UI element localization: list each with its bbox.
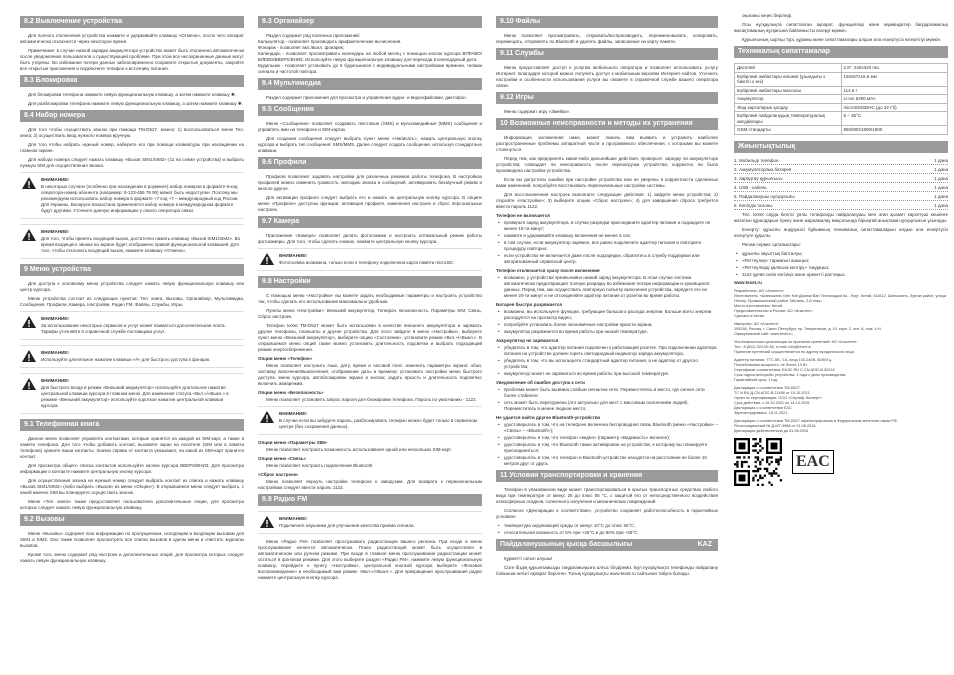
bullet-item: • аккумулятор может не заряжаться во время работы при высокой температуре. xyxy=(496,371,718,377)
kit-item-qty: 1 дана xyxy=(934,157,948,163)
bullet-item: • температура окружающей среды от минус 10°С до плюс 55°С; xyxy=(496,523,718,529)
warning-title: ВНИМАНИЕ! xyxy=(279,516,307,521)
paragraph: Пункты меню «Настройки»: Внешний аккумулятор, Телефон, Безопасность, Параметры SIM, Связь, Сброс настроек. xyxy=(258,308,482,319)
marks-row xyxy=(734,438,948,486)
warning-box xyxy=(258,248,482,271)
spec-row xyxy=(735,72,948,86)
warning-text: Для быстрого входа в режим «Внешний аккумулятор» используйте длительное нажатие центральной клавиши курсора в главном меню. Для изменения статуса «Вкл.»/«Выкл.» в режиме «Внешний аккумулятор» используйте короткое нажатие центральной клавиши курсора. xyxy=(41,385,229,408)
manufacturer-info: Разработано: АО «Алкотел» Изготовитель: «Шэньчжэнь Хэнг Кэн Дианзи Ван Технолоджи Ко., Лтд», Китай, 518112, Шэньчжэнь, Лунган район, улица Нэнгоу, Промышленный район Тайлинь, 2-й этаж. Место изготовления: Китай. Представительство в России: АО «Алкотел». Сделано в Китае. xyxy=(734,288,946,318)
spec-value: 114,5 г xyxy=(841,86,948,95)
bullet-item: • удостоверьтесь в том, что на телефоне включена беспроводная связь Bluetooth (меню «Настройки» – «Связь» – «Bluetooth»); xyxy=(496,422,718,434)
warning-icon xyxy=(260,411,274,423)
warning-icon xyxy=(22,316,36,328)
spec-value: 850/900/1800/1900 xyxy=(841,126,948,135)
warning-title: ВНИМАНИЕ! xyxy=(41,378,69,383)
warning-text: Фотосъемка возможна, только если к телефону подключена карта памяти microSD. xyxy=(279,260,454,265)
paragraph: Құрметті сатып алушы! xyxy=(504,556,553,561)
kit-item-qty: 1 дана xyxy=(934,202,948,208)
warning-title: ВНИМАНИЕ! xyxy=(41,177,69,182)
language-code: KAZ xyxy=(697,541,712,548)
kit-item-qty: 1 дана xyxy=(934,175,948,181)
warning-title: ВНИМАНИЕ! xyxy=(279,411,307,416)
warning-text: В случае если вы забудете пароль, разблокировать телефон можно будет только в сервисном центре (без сохранения данных). xyxy=(279,418,477,429)
paragraph: Раздел содержит приложения для просмотра и управления аудио- и видеофайлами, диктофон. xyxy=(266,95,467,100)
spec-label: Аккумулятор xyxy=(735,95,842,104)
subheading: Аккумулятор не заряжается xyxy=(496,338,559,343)
warning-title: ВНИМАНИЕ! xyxy=(279,253,307,258)
spec-row xyxy=(735,86,948,95)
paragraph: Данное меню позволяет управлять контактами, которые хранятся на каждой из SIM-карт, а также в памяти телефона. Для того чтобы добавить контакт, вызовите экран на носителе (SIM или в памяти телефона) храните ваши контакты. Значки справа от контакта указывают, на какой из SIM-карт хранится контакт. xyxy=(20,436,244,459)
warning-text: В некоторых случаях (особенно при нахождении в роуминге) набор номеров в формате 8-код оператора-номер абонента (например: 8-123-456 78 90) может быть недоступен. Поэтому мы рекомендуем использовать набор номера в формате +7 код +7 – международный код России. Для Украины, Беларуси Казахстана применяется набор номера в международном формате будут другими. Уточните данную информацию у своего оператора связи. xyxy=(41,184,239,213)
spec-row xyxy=(735,64,948,73)
warning-box xyxy=(20,224,244,259)
paragraph: Меню устройства состоит из следующих пунктов: Тел. книга, Вызовы, Органайзер, Мультимедиа, Сообщения, Профили, Камера, Настройки, Радио FM, Файлы, Службы, Игры. xyxy=(20,296,244,307)
specs-table xyxy=(734,63,948,135)
section-heading: 9.1 Телефонная книга xyxy=(20,419,244,431)
kit-item xyxy=(734,158,948,165)
kit-item-label: 2. Аккумуляторлық батарея xyxy=(734,166,792,172)
bullet-item: • убедитесь в том, что адаптер питания подключен к работающей розетке. При подключении адаптера питания на устройстве должен гореть светодиодный индикатор заряда аккумулятора; xyxy=(496,345,718,357)
paragraph: С помощью меню «Настройки» вы можете задать необходимые параметры и настроить устройство так, чтобы сделать его использование максимально удобным. xyxy=(258,293,482,304)
section-heading-kazakh xyxy=(496,539,718,551)
section-heading: 9 Меню устройства xyxy=(20,264,244,276)
kit-list xyxy=(734,158,948,210)
warning-box xyxy=(20,311,244,340)
section-heading: 9.9 Радио FM xyxy=(258,494,482,506)
section-heading: 9.10 Файлы xyxy=(496,16,718,28)
warning-box xyxy=(20,172,244,219)
kit-item xyxy=(734,203,948,210)
bullet-item: • убедитесь в том, что вы используете стандартный адаптер питания, а не адаптер от другого устройства; xyxy=(496,358,718,370)
paragraph: Для просмотра общего списка контактов используйте кнопки курсора ВВЕРХ/ВНИЗ. Для просмотра информации о контакте нажмите центральную кнопку курсора. xyxy=(20,463,244,474)
kit-item xyxy=(734,167,948,174)
subheading: Уведомление об ошибке доступа к сети xyxy=(496,380,585,385)
spec-row xyxy=(735,112,948,126)
bullet-item: • нажмите и удерживайте клавишу включения не менее 5 сек; xyxy=(496,233,718,239)
kit-item-label: 1. Мобильді телефон xyxy=(734,157,779,163)
spec-label: Дисплей xyxy=(735,64,842,73)
warning-icon xyxy=(22,378,36,390)
spec-row xyxy=(735,95,948,104)
warning-text: Используйте длительное нажатие клавиши «#» для быстрого доступа к фонарю. xyxy=(41,357,211,362)
kit-item xyxy=(734,194,948,201)
subheading: Батарея быстро разряжается xyxy=(496,302,562,307)
spec-value: 5 – 35°С xyxy=(841,112,948,126)
subheading: Не удается найти другое Bluetooth-устройство xyxy=(496,415,601,420)
spec-value: 2.8", 240x320 пкс. xyxy=(841,64,948,73)
website-link[interactable]: www.texet.ru xyxy=(734,279,762,285)
warning-title: ВНИМАНИЕ! xyxy=(41,229,69,234)
section-heading: 11 Условия транспортировки и хранения xyxy=(496,470,718,482)
paragraph: Согласно «Декларации о соответствии», устройство сохраняет работоспособность в гарантийных условиях: xyxy=(496,508,718,519)
kit-item xyxy=(734,185,948,192)
paragraph: Для восстановления настроек выполните следующие действия: 1) зайдите меню устройства; 2) откройте «Настройки»; 3) выберите опцию «Сброс настроек»; 4) для завершения сброса требуется ввести пароль 1122. xyxy=(496,192,718,209)
paragraph: Для блокировки телефона нажмите левую функциональную клавишу, а затем нажмите клавишу ✱. xyxy=(28,92,236,97)
subheading: Опции меню «Связь» xyxy=(258,456,307,461)
kit-item-label: 3. Зарядтау құрылғысы xyxy=(734,175,783,181)
spec-value: 150х57х16,6 мм xyxy=(841,72,948,86)
section-heading: 9.11 Службы xyxy=(496,48,718,60)
declaration-info: Декларация о соответствии ТМ-D527 зарегистрирована в Федеральном агентстве связи РФ. Регистрационный № Д-МТ-9988 от 31.08.2016. Декларация действительна до 31.08.2026 xyxy=(734,418,898,433)
bullet-item: • «Реттеулерді қалпына келтіру» таңдаңыз; xyxy=(734,265,948,271)
bullet-item: • относительная влажность от 5% при +25°С и до 80% при +25°С. xyxy=(496,530,718,536)
paragraph: Приложение «Камера» позволяет делать фотоснимки и настроить оптимальный режим работы фотокамеры. Для того, чтобы сделать снимок, нажмите центральную кнопку курсора. xyxy=(258,233,482,244)
bullet-item: • возможно, вы используете функции, требующие большого расхода энергии. Больше всего энергии расходуется на просмотр видео; xyxy=(496,309,718,321)
column-3 xyxy=(496,13,718,580)
section-heading: 9.4 Мультимедиа xyxy=(258,78,482,90)
certificate-info: Адаптер питания: ТТС-5В / 1А, вход 100-240В, 50/60Гц. Потребляемая мощность: не более 10 Вт. Сертификат соответствия: ЕАЭС RU С-CN.АГ82.В.00218 Срок годности/службы устройства: 2 года с даты производства. Гарантийный срок: 1 год. xyxy=(734,357,847,382)
warning-box xyxy=(20,345,244,368)
subheading: Телефон отключается сразу после включения xyxy=(496,268,600,273)
paragraph: Для создания сообщения следует выбрать пункт меню «Написать», нажать центральную кнопку курсора и выбрать тип сообщения: SMS/MMS. Далее следует создать сообщение, используя стандартные клавиши. xyxy=(258,136,482,153)
bullet-item: • в том случае, если аккумулятор заряжен, все равно подключите адаптер питания и повторите процедуру повторно; xyxy=(496,240,718,252)
paragraph: Меню позволяет настроить подключение Bluetooth. xyxy=(266,463,374,468)
paragraph: Ресми сервис орталықтары: xyxy=(742,241,801,247)
paragraph: Для того чтобы набрать нужный номер, наберите его при помощи клавиатуры при нахождении на главном экране. xyxy=(20,142,244,153)
warning-box xyxy=(20,373,244,414)
spec-label: Жад карталарын қолдау xyxy=(735,103,842,112)
bullet-item: • сеть может быть перегружена (это актуально для мест с массовым скоплением людей). Переместитесь в менее людное место; xyxy=(496,400,718,412)
section-heading: 10 Возможные неисправности и методы их устранения xyxy=(496,118,718,130)
bullet-item: • проверьте заряд аккумулятора, в случае разрядки присоедините адаптер питания и подождите не менее 10-ти минут; xyxy=(496,220,718,232)
section-heading: 9.12 Игры xyxy=(496,92,718,104)
paragraph: Тел. teXet сауда белгісі ұялы телефонды пайдаланушы мен оған қызмет көрсетуші кешенге жататын құралдарын тіркеу және жарнамалау мақсатында бірыңғай анықтама нұсқаулығын ұсынады. xyxy=(734,211,948,223)
declaration-info: Декларация о соответствии ТМ-D527 ТС N RU Д-CN.АГ82.В.21456 от 15.10.2021 Орган по сертификации: ООО «Сертиф-Эксперт» Срок действия: с 15.10.2021 по 14.10.2026. Декларация о соответствии EAC. Зарегистрировано: 18.11.2021. xyxy=(734,385,822,415)
kit-item-label: 6. Кепілдік талоны xyxy=(734,202,773,208)
importer-info: Импортёр: АО «Алкотел» 195248, Россия, г. Санкт-Петербург, пр. Энергетиков, д. 19, корп. 2, лит. А, пом. 4-Н. Официальный сайт: www.texet.ru xyxy=(734,321,882,336)
service-info: Уполномоченная организация по принятию претензий: АО «Алкотел». Тел.: 8 (812) 320-00-60; e-mail: info@texet.ru Принятие претензий осуществляется по адресу юридического лица. xyxy=(734,339,858,354)
qr-code-icon xyxy=(734,438,782,486)
spec-value: microSD/SDHC (до 32 Гб) xyxy=(841,103,948,112)
bullet-item: • «Реттеулер» тармағын ашыңыз; xyxy=(734,258,948,264)
warning-text: Для того, чтобы принять входящий вызов, достаточно нажать клавишу «Вызов SIM1/SIM2». Во время входящего звонка на экране будет отображено правой функциональной клавишей. Для того, чтобы отклонить входящий вызов, нажмите клавишу «Отмена». xyxy=(41,236,241,253)
paragraph: Меню предоставляет доступ к услугам мобильного оператора и позволяет использовать услугу Интернет. Благодаря которой можно получить доступ к мобильным версиям Интернет-сайтов. Уточнить настройки и особенности использования услуги вы сможете в справочной службе вашего оператора связи. xyxy=(496,65,718,88)
section-heading: 9.3 Органайзер xyxy=(258,16,482,28)
kazakh-guide-title: Пайдаланушының қысқа басшылығы xyxy=(500,541,633,548)
paragraph: Меню позволяет установить запрос пароля для блокировки телефона. Пароль по умолчанию - 1122. xyxy=(266,397,477,402)
paragraph: Для доступа к основному меню устройства следует нажать левую функциональную клавишу или центр курсора. xyxy=(20,281,244,292)
paragraph: Для того чтобы осуществить звонок при помощи TM-D527, можно: 1) воспользоваться меню Тел. книга; 2) осуществить ввод нужного номера вручную. xyxy=(20,127,244,138)
paragraph: Для разблокировки телефона нажмите левую функциональную клавишу, а затем нажмите клавишу ✱. xyxy=(28,101,243,106)
paragraph: Меню «Сообщения» позволяет создавать текстовые (SMS) и мультимедийные (MMS) сообщения и управлять ими на телефоне и SIM-картах. xyxy=(258,121,482,132)
warning-title: ВНИМАНИЕ! xyxy=(41,350,69,355)
paragraph: Телефон в упакованном виде может транспортироваться в крытых транспортных средствах любого вида при температуре от минус 25 до плюс 55 °С, с защитой его от непосредственного воздействия атмосферных осадков, солнечного излучения и механических повреждений. xyxy=(496,487,718,504)
warning-icon xyxy=(22,177,36,189)
section-heading: 8.3 Блокировка xyxy=(20,75,244,87)
bullet-item: • проблема может быть вызвана слабым сигналом сети. Переместитесь в место, где сигнал сети более стабилен; xyxy=(496,387,718,399)
bullet-item: • удостоверьтесь в том, что телефон и Bluetooth-устройство находятся на расстоянии не более 10 метров друг от друга. xyxy=(496,455,718,467)
bullet-item: • удостоверьтесь в том, что Bluetooth также активирован на устройстве, к которому вы планируете присоединиться; xyxy=(496,442,718,454)
section-heading: 8.2 Выключение устройства xyxy=(20,16,244,28)
paragraph: Меню содержит игру «Змейка». xyxy=(504,109,571,114)
section-heading: 8.4 Набор номера xyxy=(20,110,244,122)
spec-label: Бүйірлемі әмбаптары өлшемі (ұзындығы х биіктігі х ені) xyxy=(735,72,842,86)
eac-mark-icon: EAC xyxy=(792,450,834,474)
paragraph: Меню позволяет вернуть настройки телефона к заводским. Для возврата к первоначальным настройкам следует ввести пароль 1122. xyxy=(258,479,482,490)
warning-icon xyxy=(22,229,36,241)
section-heading: 9.7 Камера xyxy=(258,216,482,228)
kit-item-label: 4. USB - кабель xyxy=(734,184,767,190)
paragraph: Осы нұсқаулықта сипатталған ақпарат, функциялар және мүмкіндіктер бағдарламалық жасақтаманың нұсқасына байланысты өзгеруі мүмкін. xyxy=(734,22,948,33)
spec-label: Бүйірлемі әмбаптары массасы xyxy=(735,86,842,95)
paragraph: Меню «Вызовы» содержит всю информацию по пропущенным, исходящим и входящим вызовам для SIM1 и SIM2. Оно также позволяет просмотреть все списки вызовов в одном меню и очистить журналы вызовов. xyxy=(20,531,244,548)
paragraph: Для набора номера следует нажать клавишу «Вызов SIM1/SIM2» (11 на схеме устройства) и выбрать нужную SIM для осуществления звонка. xyxy=(20,157,244,168)
column-4 xyxy=(734,13,948,486)
paragraph: Меню позволяет настроить язык, дату, время и часовой пояс; изменить параметры экрана: обои, заставку включения/выключения, отображение даты и времени; установить настройки меню быстрого доступа, меню курсора, автоблокировки экрана и кнопок; задать яркость и длительность подсветки; включить авиарежим. xyxy=(258,363,482,386)
bullet-item: • если устройство не включается даже после подзарядки, обратитесь в службу поддержки или авторизованный сервисный центр. xyxy=(496,253,718,265)
subheading: Опции меню «Безопасность» xyxy=(258,390,324,395)
section-heading: 9.5 Сообщения xyxy=(258,104,482,116)
bullet-item: • құрылғы зауыттық бапталуы; xyxy=(734,251,948,257)
column-1 xyxy=(20,13,244,567)
kit-item-qty: 1 дана xyxy=(934,193,948,199)
subheading: «Сброс настроек» xyxy=(258,472,299,477)
paragraph: Телефон teXet TM-D527 может быть использован в качестве внешнего аккумулятора и заряжать другие телефоны, планшеты и другие устройства. Для этого зайдите в меню «Настройки», выберите пункт меню «Внешний аккумулятор», выберите опцию «Состояние», установите режим «Вкл.»/«Выкл.». В открывшемся меню опций также можно установить длительность подсветки и выбрать подходящий режим энергосбережения. xyxy=(258,323,482,352)
spec-value: Li-ion 5200 мАч xyxy=(841,95,948,104)
spec-row xyxy=(735,103,948,112)
warning-title: ВНИМАНИЕ! xyxy=(41,316,69,321)
warning-icon xyxy=(22,350,36,362)
paragraph: Для осуществления звонка на нужный номер следует выбрать контакт из списка и нажать клавишу «Вызов SIM1/SIM2» (либо выбрать «Вызов» из меню «Опции»). В открывшемся меню следует выбрать, с какой именно SIM вы планируете осуществить звонок. xyxy=(20,478,244,495)
warning-box xyxy=(258,511,482,534)
warning-icon xyxy=(260,253,274,265)
bullet-item: • аккумулятор разряжается во время работы при низкой температуре. xyxy=(496,329,718,335)
warning-text: Подключите наушники для улучшения качества приема сигнала. xyxy=(279,523,415,528)
paragraph: Для активации профиля следует выбрать его и нажать на центральную кнопку курсора. В опциях меню «Профили» доступны функции: активация профиля, изменения настроек и сброс персональных настроек. xyxy=(258,195,482,212)
paragraph: Перед тем, как предпринять какие-либо дальнейшие действия, проверьте: зарядку ли аккумулятора устройства; совпадает ли неисправность после перезагрузки устройства; корректно ли была произведена настройка устройства. xyxy=(496,156,718,173)
spec-label: Бүйірлемі пайдаланудың температуралық жағдайлары xyxy=(735,112,842,126)
paragraph: Құрылғының сыртқы түрі, құрамы және сипаттамалары алдын ала ескертусіз өзгертілуі мүмкін. xyxy=(742,37,942,42)
kit-item-label: 5. Пайдаланушы нұсқаулығы xyxy=(734,193,795,199)
paragraph: Если вы допустили ошибки при настройке устройства или не уверены в корректности сделанных вами изменений, попробуйте восстановить первоначальные настройки системы. xyxy=(496,177,718,188)
kit-item-qty: 1 дана xyxy=(934,166,948,172)
bullet-item: • попробуйте установить более экономичные настройки яркости экрана; xyxy=(496,322,718,328)
column-2 xyxy=(258,13,482,584)
paragraph: Меню позволяет просматривать, открывать/воспроизводить, переименовывать, копировать, перемещать, отправлять по Bluetooth и удалять файлы, записанные на карту памяти. xyxy=(496,33,718,44)
paragraph: Примечание: в случае низкой зарядки аккумулятора устройство может быть отключено автоматически после уведомления пользователя о существующей проблеме. При этом все несохраненные данные могут быть утеряны. Во избежание потери данных заблаговременно сохраните открытые документы, закройте все открытые приложения и подключите телефон к источнику питания. xyxy=(20,48,244,71)
paragraph: Информация, изложенная ниже, может помочь вам выявить и устранить наиболее распространенные проблемы аппаратной части и программного обеспечения, с которыми вы можете столкнуться. xyxy=(496,135,718,152)
subheading: Опции меню «Телефон» xyxy=(258,356,313,361)
kit-item-qty: 1 дана xyxy=(934,184,948,190)
paragraph: Кроме того, меню содержит ряд настроек и дополнительных опций, для просмотра которых следует нажать левую функциональную клавишу. xyxy=(20,552,244,563)
paragraph: Меню позволяет настроить возможность использования одной или нескольких SIM-карт. xyxy=(266,447,452,452)
paragraph: Меню «Тел. книга» также предоставляет пользователю дополнительные опции, для просмотра которых следует нажать левую функциональную клавишу. xyxy=(20,499,244,510)
section-heading: Жиынтықтылық xyxy=(734,141,948,153)
paragraph: Ескерту: құрылғы өндірушісі бұйымның техникалық сипаттамаларын алдын ала ескертусіз өзгертуге құқылы. xyxy=(734,226,948,238)
bullet-item: • 1122 құпия сөзін енгізіңіз және әрекетті растаңыз. xyxy=(734,272,948,278)
spec-label: GSM стандарты xyxy=(735,126,842,135)
paragraph: Сізге біздің құрылғымызды таңдағаныңызға алғыс білдіреміз. Бұл нұсқаулықта телефонды пайдалану бойынша негізгі ақпарат берілген. Толық нұсқаулықты www.texet.ru сайтынан табуға болады. xyxy=(496,565,718,576)
kit-item xyxy=(734,176,948,183)
paragraph: оқығаны кеңес беріледі. xyxy=(742,13,793,18)
section-heading: 9.6 Профили xyxy=(258,157,482,169)
warning-icon xyxy=(260,516,274,528)
section-heading: Техникалық сипаттамалар xyxy=(734,46,948,58)
bullet-item: • удостоверьтесь в том, что телефон «виден» (параметр «Видимость» включен); xyxy=(496,435,718,441)
paragraph: Меню «Радио FM» позволяет прослушивать радиостанции вашего региона. При входе в меню прослушивание начнется автоматически. Поиск радиостанций может быть осуществлен в автоматическом или ручном режиме. При входе в главное меню прослушивание радиостанции может остаться в фоновом режиме. Для этого выберите раздел «Радио FM», нажмите левую функциональную клавишу, перейдите к пункту «Настройки», центральной кнопкой курсора выберите «Фоновое воспроизведение» и необходимый вам режим: «Вкл.»/«Выкл.». Для прекращения прослушивания радио нажмите центральную кнопку курсора. xyxy=(258,539,482,580)
paragraph: Профили позволяют задавать настройки для различных режимов работы телефона. В настройках профилей можно изменить громкость, мелодию звонка и сообщений, активировать беззвучный режим и многое другое. xyxy=(258,174,482,191)
spec-row xyxy=(735,126,948,135)
paragraph: Для полного отключения устройства нажмите и удерживайте клавишу «Отмена», после чего аппарат автоматически отключится через некоторое время. xyxy=(20,33,244,44)
section-heading: 9.8 Настройки xyxy=(258,276,482,288)
subheading: Телефон не включается xyxy=(496,213,550,218)
warning-box xyxy=(258,406,482,435)
section-heading: 9.2 Вызовы xyxy=(20,514,244,526)
warning-text: За использование некоторых сервисов и услуг может взиматься дополнительная плата. Тарифы уточняйте в справочной службе поставщика услуг. xyxy=(41,323,226,334)
paragraph: Раздел содержит ряд полезных приложений: Калькулятор - позволяет производить арифметические вычисления. Фонарик - позволяет вкл./выкл. фонарик; Календарь - позволяет просматривать календарь на любой месяц с помощью кнопок курсора ВПРАВО/ВЛЕВО/ВВЕРХ/ВНИЗ. Используйте левую функциональную клавишу для перехода в календарный дата. Будильник - позволяет установить до 5 будильников с индивидуальными настройками времени, типами сигнала и частотой повтора. xyxy=(258,33,482,74)
bullet-item: • возможно, у устройства чрезвычайно низкий заряд аккумулятора. В этом случае система автоматически предотвращает полную разрядку во избежание потери информации и хранящихся данных. Перед тем, как осуществить повторную попытку включения устройства, зарядите его не менее 20-ти минут и не отсоединяйте адаптер питания от розетки во время работы. xyxy=(496,275,718,299)
subheading: Опции меню «Параметры SIM» xyxy=(258,440,328,445)
